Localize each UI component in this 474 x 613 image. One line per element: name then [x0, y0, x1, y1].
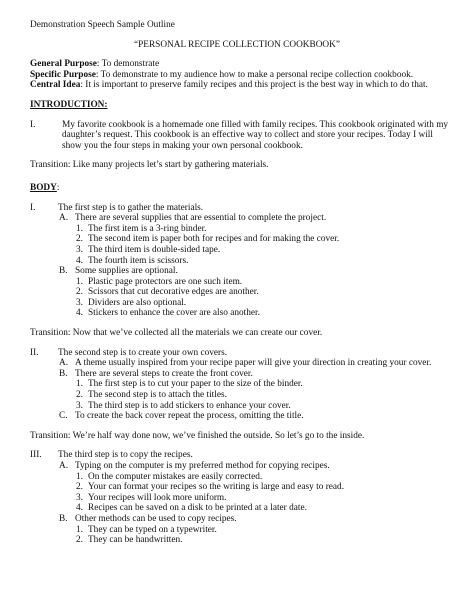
- sub-point: [30, 461, 444, 472]
- intro-heading: INTRODUCTION:: [30, 99, 108, 110]
- central-idea-label: Central Idea: [30, 80, 81, 91]
- detail-num: 1.: [76, 276, 83, 287]
- detail-text: The fourth item is scissors.: [88, 255, 189, 266]
- purpose-block: [30, 59, 444, 91]
- detail-num: 1.: [76, 471, 83, 482]
- detail-item: [30, 234, 444, 245]
- intro-item: [30, 119, 449, 152]
- sub-point: [30, 369, 444, 380]
- central-idea-text: : It is important to preserve family recipes and this project is the best way in which to do that.: [80, 80, 428, 91]
- detail-item: [30, 535, 444, 546]
- detail-text: Recipes can be saved on a disk to be printed at a later date.: [88, 503, 307, 514]
- detail-item: [30, 493, 444, 504]
- detail-text: Scissors that cut decorative edges are another.: [88, 287, 259, 298]
- sub-point-num: B.: [59, 513, 68, 524]
- specific-purpose: [30, 70, 444, 81]
- detail-text: The first item is a 3-ring binder.: [88, 223, 207, 234]
- detail-item: [30, 503, 444, 514]
- detail-num: 4.: [76, 503, 83, 514]
- detail-num: 1.: [76, 223, 83, 234]
- detail-item: [30, 298, 444, 309]
- detail-num: 3.: [76, 297, 83, 308]
- general-purpose-label: General Purpose: [30, 59, 97, 70]
- sub-point-num: B.: [59, 368, 68, 379]
- central-idea: [30, 80, 444, 91]
- body-heading: [30, 183, 444, 194]
- main-point: [30, 203, 444, 214]
- sub-point-text: To create the back cover repeat the process, omitting the title.: [75, 411, 304, 422]
- sub-point: [30, 411, 444, 422]
- detail-item: [30, 308, 444, 319]
- main-point-text: The first step is to gather the materials.: [58, 202, 204, 213]
- detail-num: 1.: [76, 379, 83, 390]
- document-title: “PERSONAL RECIPE COLLECTION COOKBOOK”: [134, 39, 340, 50]
- detail-text: Your recipes will look more uniform.: [88, 492, 227, 503]
- detail-item: [30, 390, 444, 401]
- detail-text: On the computer mistakes are easily corrected.: [88, 471, 263, 482]
- sub-point-text: A theme usually inspired from your recipe paper will give your direction in creating your cover.: [75, 358, 432, 369]
- sub-point-num: A.: [59, 461, 69, 471]
- sub-point-num: A.: [59, 213, 69, 224]
- intro-num: I.: [30, 119, 36, 130]
- sub-point: [30, 358, 444, 369]
- main-point-num: III.: [30, 450, 42, 461]
- specific-purpose-text: : To demonstrate to my audience how to make a personal recipe collection cookbook.: [95, 69, 414, 80]
- general-purpose: [30, 59, 444, 70]
- sub-point-text: Some supplies are optional.: [75, 266, 178, 277]
- sub-point-text: Other methods can be used to copy recipes.: [75, 513, 237, 524]
- detail-item: [30, 256, 444, 267]
- sub-point: [30, 514, 444, 525]
- detail-text: The first step is to cut your paper to the size of the binder.: [88, 379, 303, 390]
- sub-point-num: B.: [59, 266, 68, 277]
- detail-item: [30, 287, 444, 298]
- intro-line: daughter’s request. This cookbook is an effective way to collect and store your recipes. Today I will: [62, 130, 433, 141]
- detail-text: Stickers to enhance the cover are also another.: [88, 308, 260, 319]
- sub-point-num: C.: [59, 411, 68, 422]
- sub-point-text: There are several supplies that are essential to complete the project.: [75, 213, 327, 224]
- detail-text: They can be handwritten.: [88, 535, 183, 546]
- detail-item: [30, 525, 444, 536]
- detail-num: 2.: [76, 482, 83, 493]
- sub-point-num: A.: [59, 358, 69, 369]
- transition-text: Transition: Like many projects let’s start by gathering materials.: [30, 160, 269, 171]
- detail-item: [30, 277, 444, 288]
- detail-num: 3.: [76, 492, 83, 503]
- main-point-num: II.: [30, 347, 39, 358]
- detail-text: The third item is double-sided tape.: [88, 244, 221, 255]
- detail-text: They can be typed on a typewriter.: [88, 524, 217, 535]
- detail-item: [30, 245, 444, 256]
- detail-text: Dividers are also optional.: [88, 297, 187, 308]
- detail-num: 2.: [76, 390, 83, 401]
- detail-text: The second item is paper both for recipes and for making the cover.: [88, 234, 340, 245]
- body-heading-label: BODY: [30, 182, 57, 193]
- detail-num: 2.: [76, 234, 83, 245]
- sub-point: [30, 266, 444, 277]
- document-header: Demonstration Speech Sample Outline: [30, 20, 175, 30]
- detail-num: 1.: [76, 524, 83, 535]
- detail-item: [30, 482, 444, 493]
- detail-num: 3.: [76, 244, 83, 255]
- transition-text: Transition: Now that we’ve collected all the materials we can create our cover.: [30, 328, 323, 339]
- detail-num: 4.: [76, 308, 83, 319]
- detail-item: [30, 379, 444, 390]
- sub-point-text: There are several steps to create the front cover.: [75, 368, 253, 379]
- main-point-text: The second step is to create your own covers.: [58, 347, 228, 358]
- sub-point-text: Typing on the computer is my preferred method for copying recipes.: [75, 461, 330, 471]
- detail-item: [30, 401, 444, 412]
- detail-num: 2.: [76, 535, 83, 546]
- intro-line: My favorite cookbook is a homemade one filled with family recipes. This cookbook originated with my: [62, 119, 449, 130]
- main-point-num: I.: [30, 202, 36, 213]
- detail-text: Your can format your recipes so the writing is large and easy to read.: [88, 482, 345, 493]
- transition-text: Transition: We’re half way done now, we’ve finished the outside. So let’s go to the inside.: [30, 430, 365, 441]
- detail-text: Plastic page protectors are one such item.: [88, 276, 243, 287]
- general-purpose-text: : To demonstrate: [96, 59, 160, 70]
- detail-text: The third step is to add stickers to enhance your cover.: [88, 400, 291, 411]
- detail-num: 4.: [76, 255, 83, 266]
- main-point: [30, 450, 444, 461]
- intro-line: show you the four steps in making your own personal cookbook.: [62, 140, 303, 151]
- detail-item: [30, 472, 444, 483]
- specific-purpose-label: Specific Purpose: [30, 69, 96, 80]
- main-point-text: The third step is to copy the recipes.: [58, 450, 193, 461]
- detail-text: The second step is to attach the titles.: [88, 390, 227, 401]
- body-heading-suffix: :: [56, 182, 60, 193]
- main-point: [30, 348, 444, 359]
- detail-item: [30, 224, 444, 235]
- sub-point: [30, 213, 444, 224]
- detail-num: 3.: [76, 400, 83, 411]
- detail-num: 2.: [76, 287, 83, 298]
